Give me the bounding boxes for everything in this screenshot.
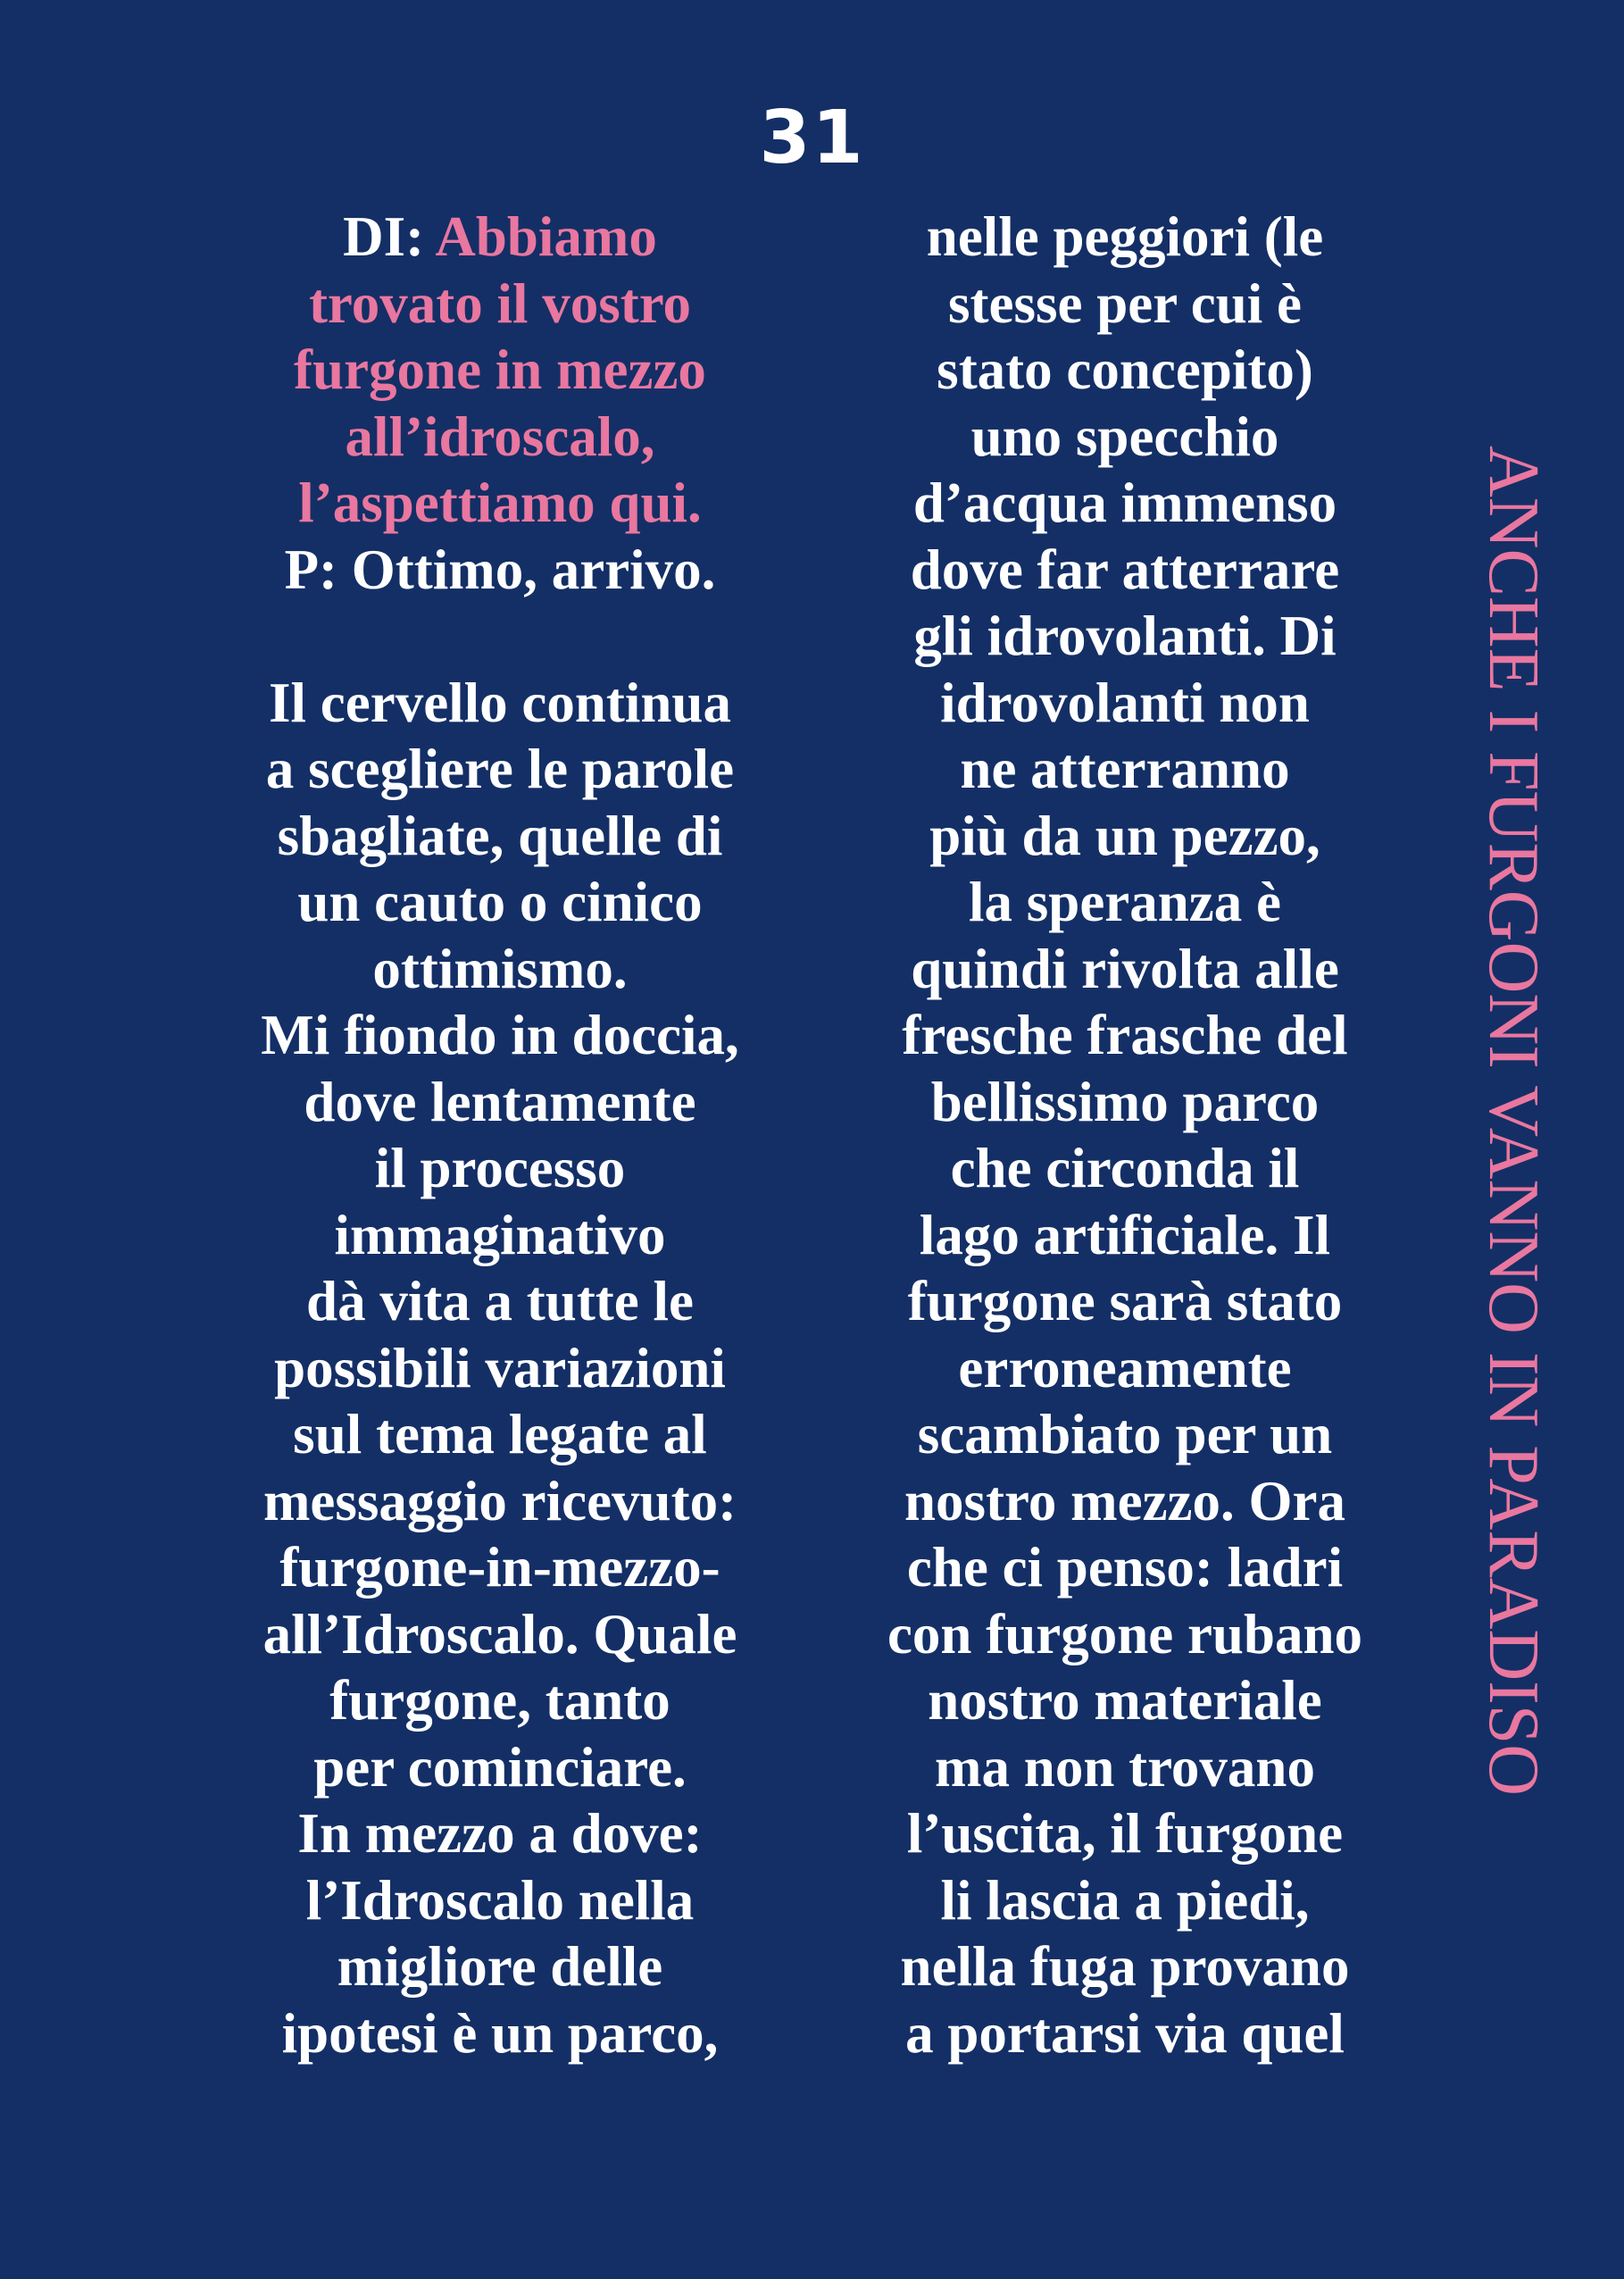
text-line: stato concepito): [937, 338, 1313, 401]
highlighted-message: l’aspettiamo qui.: [298, 472, 702, 534]
text-line: sul tema legate al: [293, 1403, 707, 1465]
text-line: li lascia a piedi,: [940, 1868, 1310, 1932]
text-line: ne atterranno: [960, 738, 1290, 800]
text-line: la speranza è: [969, 871, 1281, 933]
text-line: nelle peggiori (le: [926, 205, 1324, 268]
right-text-column: [804, 204, 1446, 2066]
text-line: con furgone rubano: [887, 1602, 1363, 1665]
text-line: Mi fiondo in doccia,: [261, 1004, 739, 1066]
text-line: più da un pezzo,: [929, 804, 1320, 867]
highlighted-message: trovato il vostro: [308, 271, 692, 335]
highlighted-message: all’idroscalo,: [345, 405, 655, 468]
text-line: ma non trovano: [935, 1735, 1315, 1799]
text-line: fresche frasche del: [902, 1004, 1348, 1066]
page-number: 31: [759, 96, 865, 180]
text-line: gli idrovolanti. Di: [913, 605, 1337, 667]
highlighted-message: Abbiamo: [435, 205, 657, 268]
text-line: nostro materiale: [928, 1669, 1322, 1732]
text-line: [170, 204, 830, 271]
text-line: furgone-in-mezzo-: [279, 1536, 720, 1599]
text-line: stesse per cui è: [948, 271, 1302, 335]
text-line: per cominciare.: [313, 1735, 687, 1799]
text-line: uno specchio: [970, 405, 1279, 468]
running-title: ANCHE I FURGONI VANNO IN PARADISO: [1474, 445, 1553, 1797]
text-line: a scegliere le parole: [265, 738, 735, 800]
text-line: all’Idroscalo. Quale: [262, 1602, 737, 1665]
text-line: a portarsi via quel: [905, 2001, 1345, 2065]
text-line: che ci penso: ladri: [906, 1536, 1344, 1599]
text-line: nostro mezzo. Ora: [904, 1469, 1345, 1532]
left-text-column: [170, 204, 830, 2066]
highlighted-message: furgone in mezzo: [294, 338, 706, 401]
text-line: l’uscita, il furgone: [906, 1802, 1344, 1865]
speaker-label: DI:: [343, 205, 425, 268]
text-line: possibili variazioni: [274, 1336, 726, 1399]
text-line: ipotesi è un parco,: [281, 2001, 719, 2065]
text-line: lago artificiale. Il: [919, 1203, 1331, 1266]
blank-line: [170, 603, 830, 670]
text-line: messaggio ricevuto:: [262, 1469, 737, 1532]
text-line: idrovolanti non: [940, 671, 1310, 734]
text-line: P: Ottimo, arrivo.: [284, 538, 716, 601]
text-line: dove far atterrare: [910, 538, 1340, 601]
text-line: dà vita a tutte le: [306, 1270, 694, 1332]
text-line: nella fuga provano: [900, 1935, 1350, 1998]
text-line: furgone, tanto: [329, 1669, 670, 1732]
text-line: ottimismo.: [372, 937, 628, 1000]
text-line: Il cervello continua: [269, 671, 731, 734]
text-line: bellissimo parco: [930, 1070, 1320, 1133]
text-line: dove lentamente: [304, 1070, 696, 1133]
text-line: furgone sarà stato: [907, 1270, 1343, 1332]
text-line: migliore delle: [337, 1935, 663, 1998]
text-line: che circonda il: [950, 1137, 1300, 1199]
text-line: erroneamente: [958, 1336, 1292, 1399]
text-line: sbagliate, quelle di: [277, 804, 723, 867]
text-line: In mezzo a dove:: [297, 1802, 703, 1865]
text-line: quindi rivolta alle: [911, 937, 1339, 1000]
text-line: un cauto o cinico: [297, 871, 703, 933]
text-line: il processo: [374, 1137, 626, 1199]
text-line: immaginativo: [334, 1203, 666, 1266]
text-line: l’Idroscalo nella: [305, 1868, 695, 1932]
text-line: scambiato per un: [917, 1403, 1333, 1465]
text-line: d’acqua immenso: [912, 472, 1337, 534]
